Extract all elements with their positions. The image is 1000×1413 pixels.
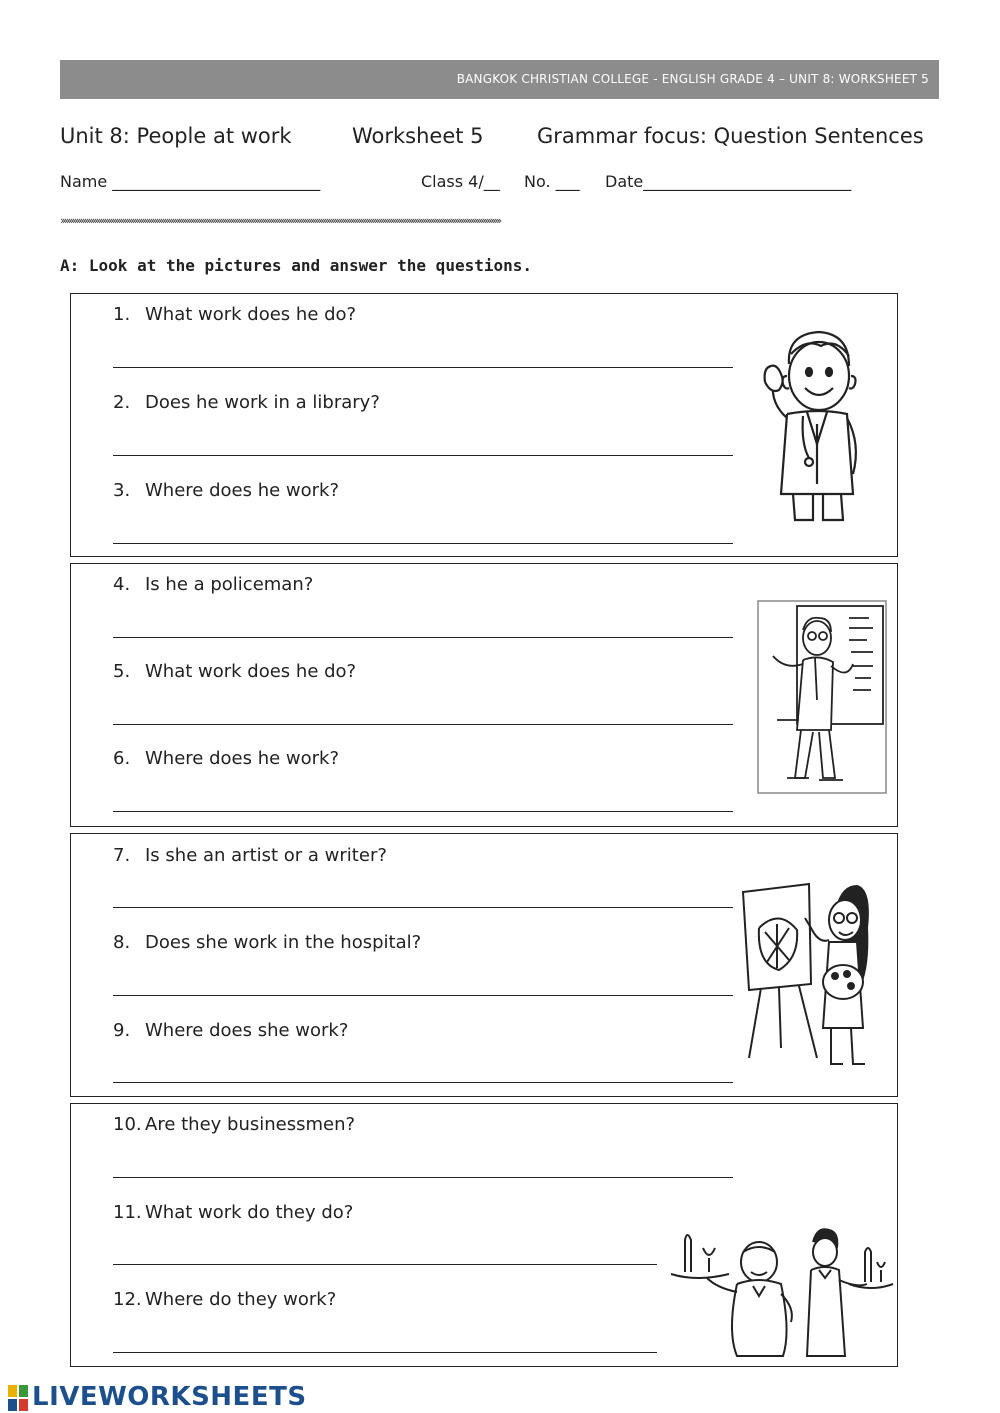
question-11: 11. What work do they do?: [113, 1202, 354, 1223]
question-6: 6. Where does he work?: [113, 748, 340, 769]
name-field[interactable]: Name __________________________: [60, 172, 321, 191]
banner-text: BANGKOK CHRISTIAN COLLEGE - ENGLISH GRADE 4 – UNIT 8: WORKSHEET 5: [456, 72, 929, 86]
logo-text: LIVEWORKSHEETS: [32, 1382, 307, 1412]
answer-line-2[interactable]: [113, 455, 733, 456]
question-box-3: [70, 833, 898, 1097]
question-8: 8. Does she work in the hospital?: [113, 932, 422, 953]
question-12: 12. Where do they work?: [113, 1289, 337, 1310]
date-field[interactable]: Date__________________________: [605, 172, 852, 191]
unit-title: Unit 8: People at work: [60, 124, 292, 148]
liveworksheets-logo[interactable]: [8, 1382, 307, 1412]
answer-line-1[interactable]: [113, 367, 733, 368]
question-4: 4. Is he a policeman?: [113, 574, 314, 595]
teacher-illustration: [757, 600, 887, 794]
worksheet-number: Worksheet 5: [352, 124, 484, 148]
divider-line: ››››››››››››››››››››››››››››››››››››››››››››››››››››››››››››››››››››››››››››››››››››››››››››››››››››››››››››››››››››››››››››››››››››››››››››››››››››››››››››››››››››››››››››››››››››››››››››››››››››››››››››››››››››››››››››: [60, 214, 500, 227]
doctor-illustration: [751, 324, 881, 524]
answer-line-6[interactable]: [113, 811, 733, 812]
waiters-illustration: [667, 1222, 895, 1362]
header-banner: [60, 60, 939, 99]
artist-illustration: [739, 878, 879, 1072]
answer-line-7[interactable]: [113, 907, 733, 908]
answer-line-5[interactable]: [113, 724, 733, 725]
answer-line-8[interactable]: [113, 995, 733, 996]
answer-line-3[interactable]: [113, 543, 733, 544]
worksheet-title: [60, 124, 940, 154]
class-field[interactable]: Class 4/__: [421, 172, 500, 191]
answer-line-10[interactable]: [113, 1177, 733, 1178]
question-9: 9. Where does she work?: [113, 1020, 349, 1041]
question-3: 3. Where does he work?: [113, 480, 340, 501]
grammar-focus: Grammar focus: Question Sentences: [537, 124, 924, 148]
answer-line-9[interactable]: [113, 1082, 733, 1083]
answer-line-12[interactable]: [113, 1352, 657, 1353]
number-field[interactable]: No. ___: [524, 172, 580, 191]
answer-line-11[interactable]: [113, 1264, 657, 1265]
question-10: 10. Are they businessmen?: [113, 1114, 356, 1135]
question-7: 7. Is she an artist or a writer?: [113, 845, 387, 866]
question-box-2: [70, 563, 898, 827]
answer-line-4[interactable]: [113, 637, 733, 638]
section-a-instruction: A: Look at the pictures and answer the questions.: [60, 256, 533, 275]
question-2: 2. Does he work in a library?: [113, 392, 380, 413]
question-box-4: [70, 1103, 898, 1367]
question-box-1: [70, 293, 898, 557]
liveworksheets-icon: [8, 1385, 28, 1411]
question-5: 5. What work does he do?: [113, 661, 357, 682]
question-1: 1. What work does he do?: [113, 304, 357, 325]
student-info: [60, 172, 940, 196]
